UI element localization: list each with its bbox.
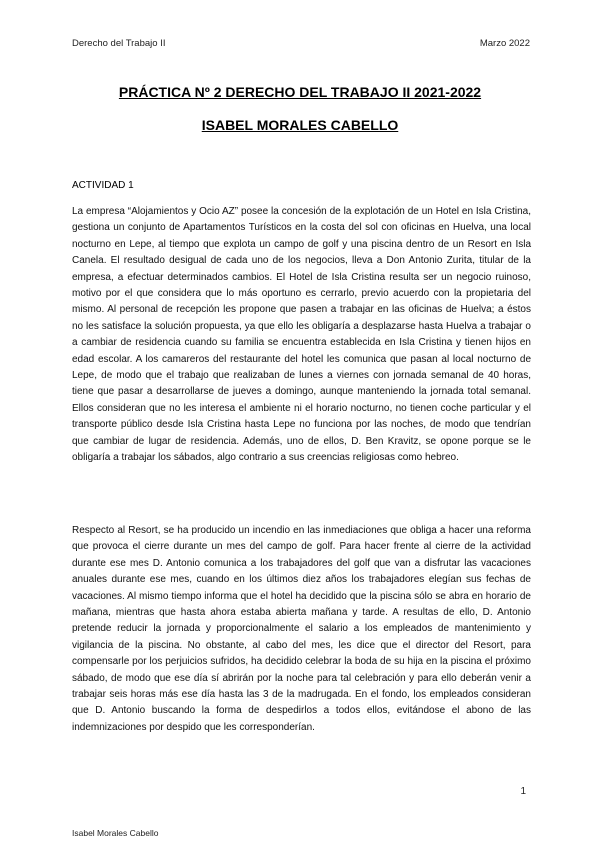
section-heading: ACTIVIDAD 1 xyxy=(72,180,134,191)
header-course: Derecho del Trabajo II xyxy=(72,38,166,49)
paragraph: Respecto al Resort, se ha producido un incendio en las inmediaciones que obliga a hacer una reforma que provoca el cierre durante un mes del campo de golf. Para hacer frente al cierre de la actividad durante ese mes D. Antonio comunica a los trabajadores del golf que van a disfrutar las vacaciones anuales durante ese mes, cuando en los últimos diez años los trabajadores elegían sus fechas de vacaciones. Al mismo tiempo informa que el hotel ha decidido que la piscina sólo se abra en horario de mañana, mientras que hasta ahora estaba abierta mañana y tarde. A resultas de ello, D. Antonio pretende reducir la jornada y proporcionalmente el salario a los empleados de mantenimiento y vigilancia de la piscina. No obstante, al cabo del mes, les dice que el director del Resort, para compensarle por los perjuicios sufridos, ha decidido celebrar la boda de su hija en la piscina el próximo sábado, de modo que ese día sí abrirán por la noche para tal celebración y para ello deberán venir a trabajar seis horas más ese día hasta las 3 de la madrugada. En el fondo, los empleados consideran que D. Antonio buscando la forma de despedirlos a todos ellos, evitándose el abono de las indemnizaciones por despido que les corresponderían. xyxy=(72,525,531,733)
document-title: PRÁCTICA Nº 2 DERECHO DEL TRABAJO II 2021-2022 xyxy=(118,84,482,100)
page-number: 1 xyxy=(520,786,526,797)
footer-author: Isabel Morales Cabello xyxy=(72,828,159,838)
document-author: ISABEL MORALES CABELLO xyxy=(201,117,399,133)
page-header xyxy=(72,38,530,49)
paragraph: La empresa “Alojamientos y Ocio AZ” posee la concesión de la explotación de un Hotel en Isla Cristina, gestiona un conjunto de Apartamentos Turísticos en la costa del sol con oficinas en Huelva, una local nocturno en Lepe, al tiempo que explota un campo de golf y una piscina dentro de un Resort en Isla Canela. El resultado desigual de cada uno de los negocios, lleva a Don Antonio Zurita, titular de la empresa, a efectuar determinados cambios. El Hotel de Isla Cristina resulta ser un negocio ruinoso, motivo por el que considera que lo más oportuno es cerrarlo, previo acuerdo con la propietaria del mismo. Al personal de recepción les propone que pasen a trabajar en las oficinas de Huelva; a éstos no les satisface la solución propuesta, ya que ello les obligaría a desplazarse hasta Huelva a trabajar o a cambiar de residencia cuando su familia se encuentra establecida en Isla Cristina y tienen hijos en edad escolar. A los camareros del restaurante del hotel les comunica que pasan al local nocturno de Lepe, de modo que el trabajo que realizaban de lunes a viernes con jornada semanal de 40 horas, tiene que pasar a desarrollarse de jueves a domingo, aunque manteniendo la jornada total semanal. Ellos consideran que no les interesa el ambiente ni el horario nocturno, no tienen coche particular y el transporte público desde Isla Cristina hasta Lepe no funciona por las noches, de modo que tendrían que cambiar de lugar de residencia. Además, uno de ellos, D. Ben Kravitz, se opone porque se le obligaría a trabajar los sábados, algo contrario a sus creencias religiosas como hebreo. xyxy=(72,206,531,464)
header-date: Marzo 2022 xyxy=(479,38,530,49)
